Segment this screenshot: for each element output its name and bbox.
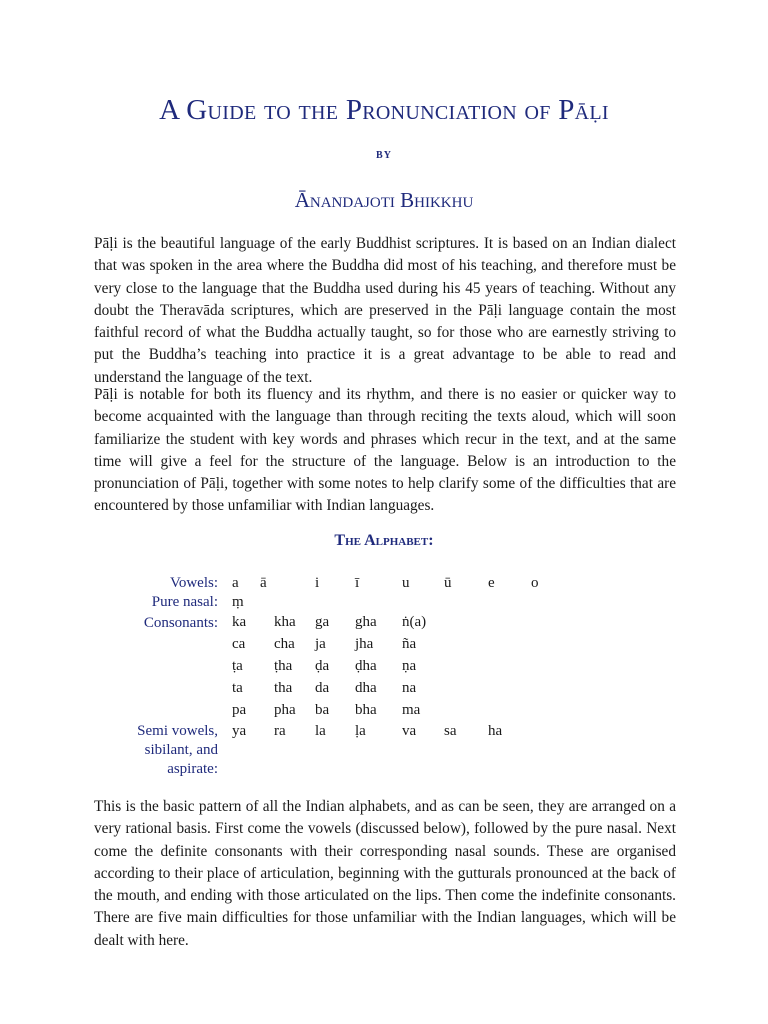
letter: ṃ [232, 594, 244, 610]
letter: u [402, 575, 410, 591]
alphabet-heading: The Alphabet: [334, 532, 434, 549]
consonants-label: Consonants: [143, 615, 218, 631]
letter: pha [274, 702, 296, 718]
semi-vowels-label: Semi vowels, sibilant, and aspirate: [137, 723, 218, 777]
letter: ya [232, 723, 247, 739]
letter: ṅ(a) [402, 614, 427, 630]
fluency-paragraph: Pāḷi is notable for both its fluency and its rhythm, and there is no easier or quicker way to become acquainted with the language than through reciting the texts aloud, which will soon familiarize the student with key words and phrases which recur in the text, and at the same time will give a feel for the structure of the language. Below is an introduction to the pronunciation of Pāḷi, together with some notes to help clarify some of the difficulties that are encountered by those unfamiliar with Indian languages. [94, 386, 676, 515]
letter: ī [355, 575, 360, 591]
letter: ṭa [232, 658, 243, 674]
letter: sa [444, 723, 457, 739]
vowels-label: Vowels: [169, 575, 218, 591]
letter: a [232, 575, 239, 591]
byline-label: BY [376, 150, 392, 161]
letter: ka [232, 614, 247, 630]
letter: cha [274, 636, 295, 652]
letter: na [402, 680, 417, 696]
letter: ca [232, 636, 246, 652]
letter: ma [402, 702, 421, 718]
letter: ra [274, 723, 286, 739]
letter: jha [355, 636, 374, 652]
pure-nasal-label: Pure nasal: [151, 594, 218, 610]
letter: e [488, 575, 495, 591]
letter: ña [402, 636, 417, 652]
letter: ga [315, 614, 330, 630]
letter: ja [315, 636, 326, 652]
letter: ta [232, 680, 243, 696]
intro-paragraph: Pāḷi is the beautiful language of the early Buddhist scriptures. It is based on an Indian dialect that was spoken in the area where the Buddha did most of his teaching, and therefore must be very close to the language that the Buddha used during his 45 years of teaching. Without any doubt the Theravāda scriptures, which are preserved in the Pāḷi language contain the most faithful record of what the Buddha actually taught, so for those who are earnestly striving to put the Buddha’s teaching into practice it is a great advantage to be able to read and understand the language of the text. [94, 235, 676, 386]
letter: ṭha [274, 658, 293, 674]
letter: ḷa [355, 723, 366, 739]
letter: ṇa [402, 658, 417, 674]
author-name: Ānandajoti Bhikkhu [294, 188, 474, 212]
letter: pa [232, 702, 247, 718]
letter: da [315, 680, 330, 696]
letter: ḍha [355, 658, 377, 674]
letter: ha [488, 723, 503, 739]
letter: ū [444, 575, 452, 591]
page-title: A Guide to the Pronunciation of Pāḷi [159, 94, 609, 126]
letter: o [531, 575, 539, 591]
letter: kha [274, 614, 296, 630]
letter: dha [355, 680, 377, 696]
alphabet-pattern-paragraph: This is the basic pattern of all the Indian alphabets, and as can be seen, they are arranged on a very rational basis. First come the vowels (discussed below), followed by the pure nasal. Next come the definite consonants with their corresponding nasal sounds. These are organised according to their place of articulation, beginning with the gutturals pronounced at the back of the mouth, and ending with those articulated on the lips. Then come the indefinite consonants. There are five main difficulties for those unfamiliar with the Indian languages, which will be dealt with here. [94, 798, 676, 949]
letter: ḍa [315, 658, 330, 674]
letter: tha [274, 680, 293, 696]
letter: gha [355, 614, 377, 630]
letter: bha [355, 702, 377, 718]
letter: ā [260, 575, 267, 591]
letter: i [315, 575, 320, 591]
letter: la [315, 723, 326, 739]
letter: va [402, 723, 417, 739]
letter: ba [315, 702, 330, 718]
